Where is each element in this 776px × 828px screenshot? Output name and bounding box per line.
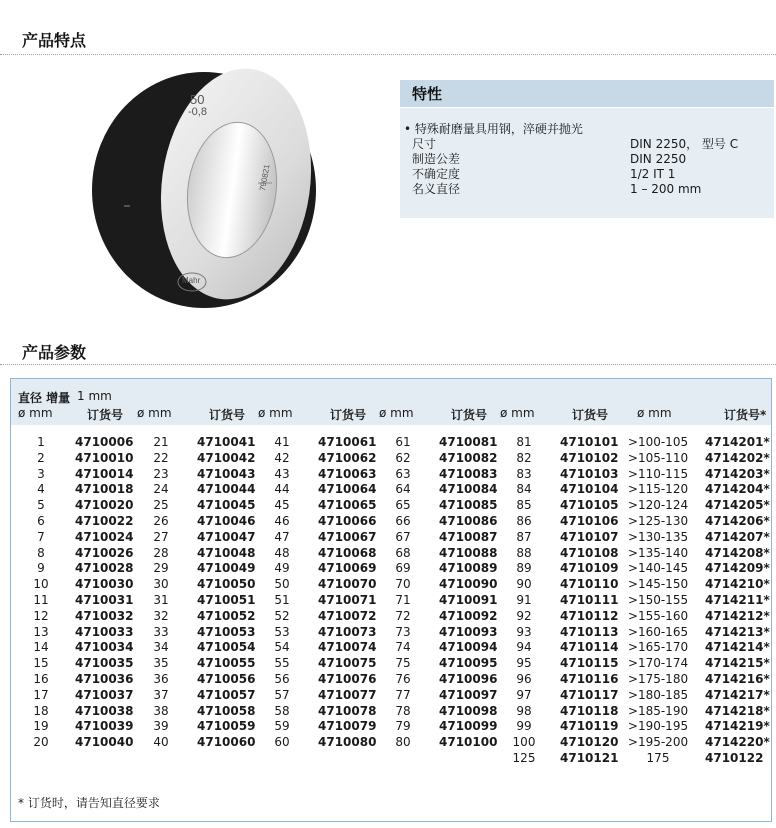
diameter-cell: 9 xyxy=(37,561,45,576)
order-number-cell: 4710042 xyxy=(197,450,256,465)
diameter-cell: 69 xyxy=(395,561,411,576)
col-header-order-5: 订货号 xyxy=(572,408,609,422)
spec-label-nominal-diameter: 名义直径 xyxy=(412,182,461,196)
order-number-cell: 4710036 xyxy=(75,672,134,686)
diameter-cell: 24 xyxy=(153,482,169,497)
diameter-cell: 21 xyxy=(153,435,169,449)
order-number-cell: 4710039 xyxy=(75,719,134,734)
order-number-cell: 4710098 xyxy=(439,703,498,718)
order-number-cell: 4710032 xyxy=(75,608,134,623)
order-number-cell: 4710097 xyxy=(439,687,498,702)
diameter-cell: 65 xyxy=(395,498,411,513)
order-number-cell: 4710054 xyxy=(197,640,256,655)
diameter-cell: 90 xyxy=(516,577,532,592)
diameter-cell: 49 xyxy=(274,561,290,576)
diameter-cell: 42 xyxy=(274,450,290,465)
order-number-cell: 4710108 xyxy=(560,545,619,560)
diameter-cell: 35 xyxy=(153,656,169,671)
order-number-cell: 4710101 xyxy=(560,435,619,449)
diameter-cell: 28 xyxy=(153,545,169,560)
diameter-cell: 33 xyxy=(153,624,169,639)
order-number-cell: 4710094 xyxy=(439,640,498,655)
diameter-cell: 83 xyxy=(516,466,532,481)
order-number-cell: 4714209* xyxy=(705,561,770,576)
order-number-cell: 4710120 xyxy=(560,735,619,750)
diameter-cell: 55 xyxy=(274,656,290,671)
diameter-cell: >150-155 xyxy=(627,593,689,607)
diameter-cell: 74 xyxy=(395,640,411,655)
diameter-cell: 99 xyxy=(516,719,532,734)
order-number-cell: 4710070 xyxy=(318,577,377,592)
diameter-cell: >180-185 xyxy=(627,687,689,702)
diameter-cell: 84 xyxy=(516,482,532,497)
params-section-title: 产品参数 xyxy=(22,343,87,362)
diameter-cell: 11 xyxy=(33,593,49,607)
order-number-cell: 4710100 xyxy=(439,735,498,750)
diameter-cell: 44 xyxy=(274,482,290,497)
order-number-cell: 4710060 xyxy=(197,735,256,750)
diameter-cell: 81 xyxy=(516,435,532,449)
diameter-cell: 75 xyxy=(395,656,411,671)
order-number-cell: 4710118 xyxy=(560,703,619,718)
diameter-cell: 2 xyxy=(37,450,45,465)
order-number-cell: 4710061 xyxy=(318,435,377,449)
diameter-cell: 86 xyxy=(516,514,532,528)
diameter-cell: 15 xyxy=(33,656,49,671)
diameter-cell: 79 xyxy=(395,719,411,734)
diameter-cell: >155-160 xyxy=(627,608,689,623)
diameter-cell: 96 xyxy=(516,672,532,686)
order-number-cell: 4710095 xyxy=(439,656,498,671)
diameter-cell: 38 xyxy=(153,703,169,718)
diameter-cell: 94 xyxy=(516,640,532,655)
col-header-diameter-4: ø mm xyxy=(379,406,414,420)
order-number-cell: 4710110 xyxy=(560,577,619,592)
order-number-cell: 4710064 xyxy=(318,482,377,497)
diameter-cell: >175-180 xyxy=(627,672,689,686)
diameter-cell: >105-110 xyxy=(627,450,689,465)
diameter-cell: 54 xyxy=(274,640,290,655)
order-number-cell: 4714213* xyxy=(705,624,770,639)
col-header-diameter-2: ø mm xyxy=(137,406,172,420)
spec-value-nominal-diameter: 1 – 200 mm xyxy=(630,182,702,196)
order-number-cell: 4714212* xyxy=(705,608,770,623)
order-number-cell: 4710050 xyxy=(197,577,256,592)
params-table xyxy=(10,378,772,822)
order-number-cell: 4710037 xyxy=(75,687,134,702)
order-number-cell: 4710055 xyxy=(197,656,256,671)
order-number-cell: 4714217* xyxy=(705,687,770,702)
diameter-cell: 89 xyxy=(516,561,532,576)
diameter-cell: 64 xyxy=(395,482,411,497)
diameter-cell: 32 xyxy=(153,608,169,623)
order-number-cell: 4714215* xyxy=(705,656,770,671)
diameter-cell: 41 xyxy=(274,435,290,449)
order-number-cell: 4710040 xyxy=(75,735,134,750)
diameter-cell: 4 xyxy=(37,482,45,497)
order-number-cell: 4710075 xyxy=(318,656,377,671)
order-number-cell: 4714214* xyxy=(705,640,770,655)
diameter-cell: 23 xyxy=(153,466,169,481)
order-number-cell: 4710087 xyxy=(439,529,498,544)
order-number-cell: 4710072 xyxy=(318,608,377,623)
params-section-divider xyxy=(0,364,776,365)
order-number-cell: 4710024 xyxy=(75,529,134,544)
spec-value-size: DIN 2250， 型号 C xyxy=(630,137,739,151)
diameter-cell: 48 xyxy=(274,545,290,560)
diameter-cell: 7 xyxy=(37,529,45,544)
ring-size-label: 50 xyxy=(190,92,205,107)
diameter-cell: >160-165 xyxy=(627,624,689,639)
order-number-cell: 4710026 xyxy=(75,545,134,560)
order-number-cell: 4710057 xyxy=(197,687,256,702)
diameter-cell: 56 xyxy=(274,672,290,686)
diameter-cell: 68 xyxy=(395,545,411,560)
diameter-cell: 39 xyxy=(153,719,169,734)
order-number-cell: 4710080 xyxy=(318,735,377,750)
order-footnote: * 订货时，请告知直径要求 xyxy=(18,796,160,810)
diameter-cell: 17 xyxy=(33,687,49,702)
spec-value-uncertainty: 1/2 IT 1 xyxy=(630,167,676,181)
spec-label-uncertainty: 不确定度 xyxy=(412,167,461,181)
spec-label-tolerance: 制造公差 xyxy=(412,152,461,166)
order-number-cell: 4710020 xyxy=(75,498,134,513)
order-number-cell: 4710113 xyxy=(560,624,619,639)
order-number-cell: 4710081 xyxy=(439,435,498,449)
diameter-cell: >140-145 xyxy=(627,561,689,576)
order-number-cell: 4710068 xyxy=(318,545,377,560)
order-number-cell: 4710077 xyxy=(318,687,377,702)
order-number-cell: 4714211* xyxy=(705,593,770,607)
increment-label: 直径 增量 xyxy=(18,391,71,405)
diameter-cell: 57 xyxy=(274,687,290,702)
order-number-cell: 4710041 xyxy=(197,435,256,449)
order-number-cell: 4710099 xyxy=(439,719,498,734)
order-number-cell: 4710117 xyxy=(560,687,619,702)
diameter-cell: >145-150 xyxy=(627,577,689,592)
diameter-cell: 67 xyxy=(395,529,411,544)
diameter-cell: 5 xyxy=(37,498,45,513)
features-section-title: 产品特点 xyxy=(22,31,87,50)
diameter-cell: 62 xyxy=(395,450,411,465)
order-number-cell: 4710106 xyxy=(560,514,619,528)
diameter-cell: 51 xyxy=(274,593,290,607)
order-number-cell: 4714206* xyxy=(705,514,770,528)
order-number-cell: 4710067 xyxy=(318,529,377,544)
order-number-cell: 4710088 xyxy=(439,545,498,560)
order-number-cell: 4710082 xyxy=(439,450,498,465)
diameter-cell: 71 xyxy=(395,593,411,607)
diameter-cell: >110-115 xyxy=(627,466,689,481)
diameter-cell: 50 xyxy=(274,577,290,592)
diameter-cell: 43 xyxy=(274,466,290,481)
order-number-cell: 4710031 xyxy=(75,593,134,607)
diameter-cell: 1 xyxy=(37,435,45,449)
features-box xyxy=(400,80,774,218)
order-number-cell: 4710104 xyxy=(560,482,619,497)
order-number-cell: 4714220* xyxy=(705,735,770,750)
diameter-cell: 19 xyxy=(33,719,49,734)
order-number-cell: 4710093 xyxy=(439,624,498,639)
diameter-cell: 97 xyxy=(516,687,532,702)
diameter-cell: >185-190 xyxy=(627,703,689,718)
diameter-cell: 47 xyxy=(274,529,290,544)
features-box-title: 特性 xyxy=(412,85,443,103)
diameter-cell: 66 xyxy=(395,514,411,528)
diameter-cell: 25 xyxy=(153,498,169,513)
order-number-cell: 4710111 xyxy=(560,593,619,607)
order-number-cell: 4714219* xyxy=(705,719,770,734)
order-number-cell: 4710018 xyxy=(75,482,134,497)
order-number-cell: 4714210* xyxy=(705,577,770,592)
diameter-cell: 13 xyxy=(33,624,49,639)
order-number-cell: 4710056 xyxy=(197,672,256,686)
order-number-cell: 4710062 xyxy=(318,450,377,465)
order-number-cell: 4710049 xyxy=(197,561,256,576)
order-number-cell: 4714201* xyxy=(705,435,770,449)
diameter-cell: 34 xyxy=(153,640,169,655)
diameter-cell: 78 xyxy=(395,703,411,718)
diameter-cell: 14 xyxy=(33,640,49,655)
setting-ring-image xyxy=(86,66,316,311)
order-number-cell: 4710079 xyxy=(318,719,377,734)
diameter-cell: 63 xyxy=(395,466,411,481)
diameter-cell: 72 xyxy=(395,608,411,623)
order-number-cell: 4714218* xyxy=(705,703,770,718)
diameter-cell: >170-174 xyxy=(627,656,689,671)
diameter-cell: >190-195 xyxy=(627,719,689,734)
order-number-cell: 4710109 xyxy=(560,561,619,576)
diameter-cell: 36 xyxy=(153,672,169,686)
order-number-cell: 4714204* xyxy=(705,482,770,497)
order-number-cell: 4710085 xyxy=(439,498,498,513)
order-number-cell: 4710034 xyxy=(75,640,134,655)
diameter-cell: 80 xyxy=(395,735,411,750)
order-number-cell: 4710089 xyxy=(439,561,498,576)
order-number-cell: 4710033 xyxy=(75,624,134,639)
diameter-cell: 73 xyxy=(395,624,411,639)
order-number-cell: 4710096 xyxy=(439,672,498,686)
diameter-cell: 88 xyxy=(516,545,532,560)
diameter-cell: >115-120 xyxy=(627,482,689,497)
features-section-divider xyxy=(0,54,776,55)
col-header-diameter-5: ø mm xyxy=(500,406,535,420)
diameter-cell: 10 xyxy=(33,577,49,592)
order-number-cell: 4710066 xyxy=(318,514,377,528)
diameter-cell: 3 xyxy=(37,466,45,481)
diameter-cell: 92 xyxy=(516,608,532,623)
order-number-cell: 4714208* xyxy=(705,545,770,560)
diameter-cell: 26 xyxy=(153,514,169,528)
features-box-header xyxy=(400,80,774,108)
order-number-cell: 4710105 xyxy=(560,498,619,513)
diameter-cell: 16 xyxy=(33,672,49,686)
diameter-cell: 87 xyxy=(516,529,532,544)
order-number-cell: 4710028 xyxy=(75,561,134,576)
mahr-logo: Mahr xyxy=(182,276,201,285)
diameter-cell: 53 xyxy=(274,624,290,639)
order-number-cell: 4710030 xyxy=(75,577,134,592)
diameter-cell: 61 xyxy=(395,435,411,449)
order-number-cell: 4710078 xyxy=(318,703,377,718)
order-number-cell: 4710121 xyxy=(560,751,619,765)
diameter-cell: 175 xyxy=(646,751,670,765)
diameter-cell: 100 xyxy=(512,735,536,750)
order-number-cell: 4710035 xyxy=(75,656,134,671)
diameter-cell: 70 xyxy=(395,577,411,592)
diameter-cell: 77 xyxy=(395,687,411,702)
diameter-cell: 95 xyxy=(516,656,532,671)
order-number-cell: 4710083 xyxy=(439,466,498,481)
order-number-cell: 4710038 xyxy=(75,703,134,718)
order-number-cell: 4710044 xyxy=(197,482,256,497)
order-number-cell: 4710073 xyxy=(318,624,377,639)
order-number-cell: 4710053 xyxy=(197,624,256,639)
order-number-cell: 4710063 xyxy=(318,466,377,481)
diameter-cell: >100-105 xyxy=(627,435,689,449)
diameter-cell: 58 xyxy=(274,703,290,718)
diameter-cell: 29 xyxy=(153,561,169,576)
ring-serial-label: 790821 xyxy=(258,163,272,192)
order-number-cell: 4710091 xyxy=(439,593,498,607)
order-number-cell: 4710119 xyxy=(560,719,619,734)
order-number-cell: 4710102 xyxy=(560,450,619,465)
order-number-cell: 4710059 xyxy=(197,719,256,734)
col-header-diameter-6: ø mm xyxy=(637,406,672,420)
order-number-cell: 4714216* xyxy=(705,672,770,686)
diameter-cell: 27 xyxy=(153,529,169,544)
diameter-cell: 20 xyxy=(33,735,49,750)
spec-value-tolerance: DIN 2250 xyxy=(630,152,687,166)
order-number-cell: 4710058 xyxy=(197,703,256,718)
diameter-cell: 76 xyxy=(395,672,411,686)
order-number-cell: 4710115 xyxy=(560,656,619,671)
order-number-cell: 4710071 xyxy=(318,593,377,607)
order-number-cell: 4710069 xyxy=(318,561,377,576)
order-number-cell: 4714207* xyxy=(705,529,770,544)
diameter-cell: 18 xyxy=(33,703,49,718)
diameter-cell: 52 xyxy=(274,608,290,623)
diameter-cell: 30 xyxy=(153,577,169,592)
order-number-cell: 4710051 xyxy=(197,593,256,607)
diameter-cell: >195-200 xyxy=(627,735,689,750)
order-number-cell: 4710014 xyxy=(75,466,134,481)
spec-label-size: 尺寸 xyxy=(412,137,437,151)
diameter-cell: >130-135 xyxy=(627,529,689,544)
order-number-cell: 4710047 xyxy=(197,529,256,544)
order-number-cell: 4710086 xyxy=(439,514,498,528)
order-number-cell: 4710092 xyxy=(439,608,498,623)
diameter-cell: >165-170 xyxy=(627,640,689,655)
diameter-cell: 85 xyxy=(516,498,532,513)
order-number-cell: 4710022 xyxy=(75,514,134,528)
col-header-order-1: 订货号 xyxy=(87,408,124,422)
increment-value: 1 mm xyxy=(77,389,112,403)
feature-bullet: • 特殊耐磨量具用钢，淬硬并抛光 xyxy=(404,122,583,136)
order-number-cell: 4710116 xyxy=(560,672,619,686)
order-number-cell: 4710107 xyxy=(560,529,619,544)
col-header-order-4: 订货号 xyxy=(451,408,488,422)
order-number-cell: 4710052 xyxy=(197,608,256,623)
col-header-diameter-1: ø mm xyxy=(18,406,53,420)
order-number-cell: 4710006 xyxy=(75,435,134,449)
order-number-cell: 4710043 xyxy=(197,466,256,481)
diameter-cell: 60 xyxy=(274,735,290,750)
diameter-cell: 40 xyxy=(153,735,169,750)
order-number-cell: 4710046 xyxy=(197,514,256,528)
diameter-cell: >135-140 xyxy=(627,545,689,560)
diameter-cell: 93 xyxy=(516,624,532,639)
order-number-cell: 4710090 xyxy=(439,577,498,592)
diameter-cell: 98 xyxy=(516,703,532,718)
order-number-cell: 4710122 xyxy=(705,751,764,765)
order-number-cell: 4710065 xyxy=(318,498,377,513)
col-header-order-6: 订货号* xyxy=(724,408,767,422)
diameter-cell: >120-124 xyxy=(627,498,689,513)
col-header-order-2: 订货号 xyxy=(209,408,246,422)
order-number-cell: 4710045 xyxy=(197,498,256,513)
diameter-cell: 45 xyxy=(274,498,290,513)
diameter-cell: >125-130 xyxy=(627,514,689,528)
order-number-cell: 4710084 xyxy=(439,482,498,497)
col-header-diameter-3: ø mm xyxy=(258,406,293,420)
diameter-cell: 59 xyxy=(274,719,290,734)
diameter-cell: 12 xyxy=(33,608,49,623)
order-number-cell: 4710112 xyxy=(560,608,619,623)
ring-tolerance-label: -0,8 xyxy=(188,106,207,118)
order-number-cell: 4710048 xyxy=(197,545,256,560)
order-number-cell: 4710010 xyxy=(75,450,134,465)
order-number-cell: 4710114 xyxy=(560,640,619,655)
diameter-cell: 125 xyxy=(512,751,536,765)
diameter-cell: 46 xyxy=(274,514,290,528)
order-number-cell: 4710074 xyxy=(318,640,377,655)
order-number-cell: 4714203* xyxy=(705,466,770,481)
diameter-cell: 6 xyxy=(37,514,45,528)
diameter-cell: 91 xyxy=(516,593,532,607)
col-header-order-3: 订货号 xyxy=(330,408,367,422)
order-number-cell: 4714202* xyxy=(705,450,770,465)
order-number-cell: 4714205* xyxy=(705,498,770,513)
diameter-cell: 37 xyxy=(153,687,169,702)
diameter-cell: 82 xyxy=(516,450,532,465)
diameter-cell: 8 xyxy=(37,545,45,560)
order-number-cell: 4710103 xyxy=(560,466,619,481)
diameter-cell: 22 xyxy=(153,450,169,465)
order-number-cell: 4710076 xyxy=(318,672,377,686)
diameter-cell: 31 xyxy=(153,593,169,607)
